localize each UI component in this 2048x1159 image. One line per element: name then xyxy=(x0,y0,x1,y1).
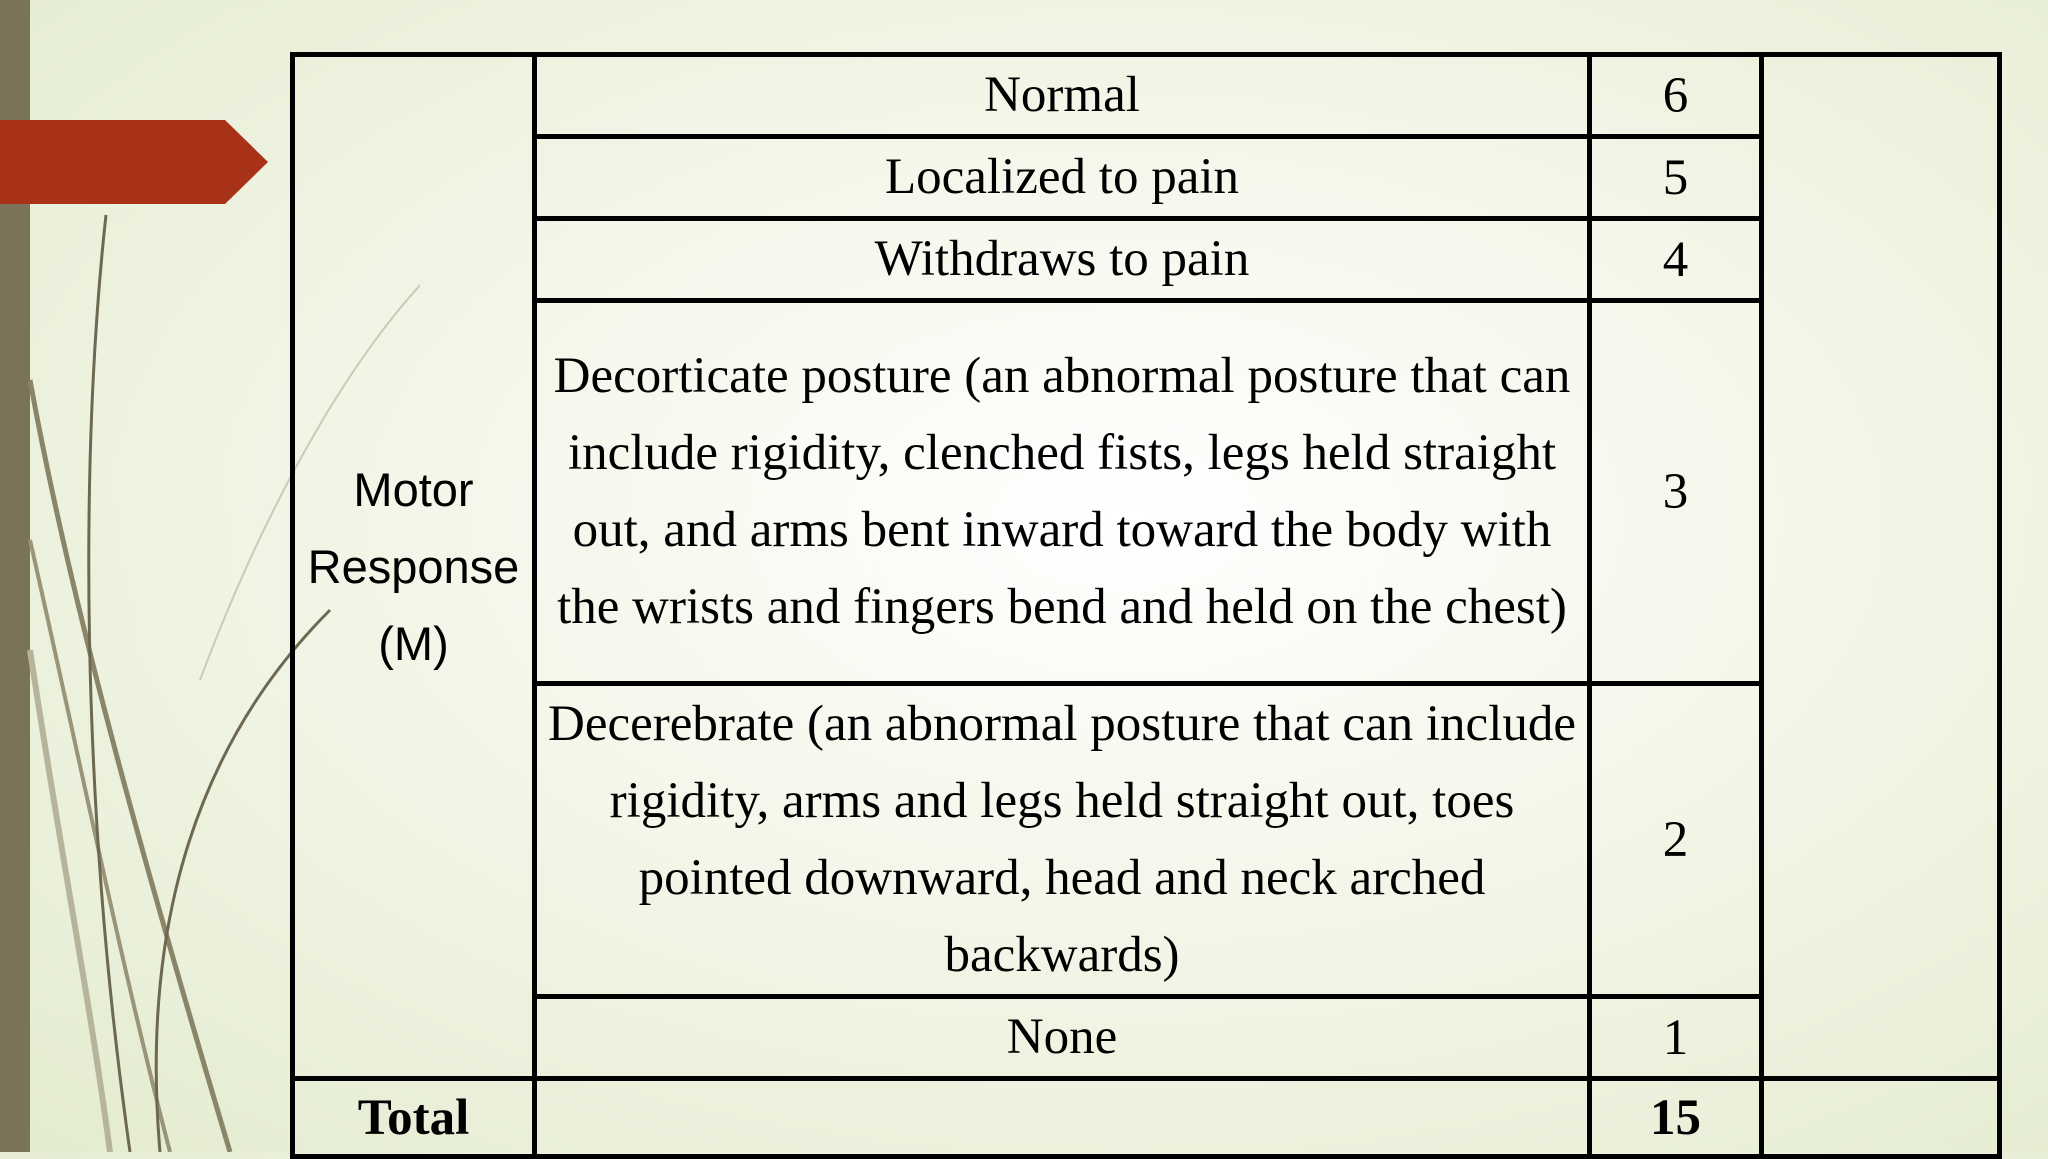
description-cell: Localized to pain xyxy=(535,137,1590,219)
table-row xyxy=(293,684,2000,997)
description-cell: Decerebrate (an abnormal posture that can include rigidity, arms and legs held straight out, toes pointed downward, head and neck arched backwards) xyxy=(535,684,1590,997)
table-row xyxy=(293,219,2000,301)
description-cell: Decorticate posture (an abnormal posture that can include rigidity, clenched fists, legs held straight out, and arms bent inward toward the body with the wrists and fingers bend and held on the chest) xyxy=(535,301,1590,684)
table-row xyxy=(293,301,2000,684)
empty-cell xyxy=(1762,1079,2000,1157)
score-cell: 4 xyxy=(1590,219,1762,301)
score-cell: 5 xyxy=(1590,137,1762,219)
category-line: Response xyxy=(307,540,520,593)
table-row xyxy=(293,55,2000,137)
arrow-accent-icon xyxy=(0,120,268,204)
total-label: Total xyxy=(293,1079,535,1157)
description-cell: Withdraws to pain xyxy=(535,219,1590,301)
score-cell: 3 xyxy=(1590,301,1762,684)
category-line: Motor xyxy=(353,463,474,516)
empty-cell xyxy=(1762,55,2000,1079)
score-cell: 1 xyxy=(1590,997,1762,1079)
category-line: (M) xyxy=(378,617,449,670)
category-cell xyxy=(293,55,535,1079)
total-row xyxy=(293,1079,2000,1157)
score-cell: 6 xyxy=(1590,55,1762,137)
table-row xyxy=(293,137,2000,219)
total-score: 15 xyxy=(1590,1079,1762,1157)
description-cell: Normal xyxy=(535,55,1590,137)
description-cell: None xyxy=(535,997,1590,1079)
empty-cell xyxy=(535,1079,1590,1157)
table-row xyxy=(293,997,2000,1079)
score-cell: 2 xyxy=(1590,684,1762,997)
glasgow-coma-table xyxy=(290,52,2002,1159)
